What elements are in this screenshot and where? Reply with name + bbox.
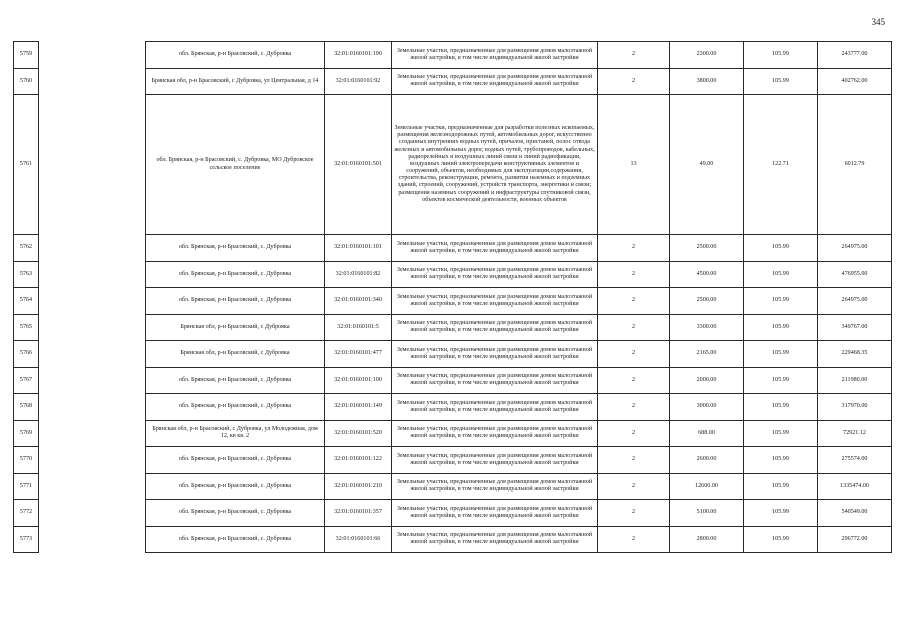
cell-use-group: 2 — [598, 314, 670, 341]
cell-spacer — [39, 314, 146, 341]
cell-address: Брянская обл, р-н Брасовский, с Дубровка, ул Молодежная, дом 12, кв кв. 2 — [146, 420, 325, 447]
cell-area: 2165.00 — [670, 341, 744, 368]
cell-cadastral-number: 32:01:0160101:82 — [325, 261, 392, 288]
cell-spacer — [39, 341, 146, 368]
cell-record-number: 5763 — [14, 261, 39, 288]
cell-record-number: 5768 — [14, 394, 39, 421]
cell-use-group: 2 — [598, 42, 670, 69]
cell-cadastral-value: 72921.12 — [818, 420, 892, 447]
cell-cadastral-number: 32:01:0160101:92 — [325, 68, 392, 95]
cell-specific-value: 105.99 — [744, 420, 818, 447]
cell-cadastral-number: 32:01:0160101:66 — [325, 526, 392, 553]
cell-use-group: 2 — [598, 394, 670, 421]
cell-spacer — [39, 447, 146, 474]
cell-land-use: Земельные участки, предназначенные для размещения домов малоэтажной жилой застройки, в том числе индивидуальной жилой застройки — [392, 42, 598, 69]
cell-address: обл. Брянская, р-н Брасовский, с. Дубровка — [146, 288, 325, 315]
cell-cadastral-value: 243777.00 — [818, 42, 892, 69]
table-row — [14, 447, 892, 474]
cell-use-group: 2 — [598, 447, 670, 474]
cell-record-number: 5771 — [14, 473, 39, 500]
cell-use-group: 2 — [598, 288, 670, 315]
cell-cadastral-value: 211980.00 — [818, 367, 892, 394]
cell-cadastral-number: 32:01:0160101:190 — [325, 42, 392, 69]
cell-land-use: Земельные участки, предназначенные для размещения домов малоэтажной жилой застройки, в том числе индивидуальной жилой застройки — [392, 68, 598, 95]
cell-use-group: 2 — [598, 500, 670, 527]
cadastral-value-table — [13, 41, 892, 553]
cell-specific-value: 105.99 — [744, 42, 818, 69]
cell-spacer — [39, 68, 146, 95]
cell-address: обл. Брянская, р-н Брасовский, с. Дубровка — [146, 473, 325, 500]
table-row — [14, 394, 892, 421]
cell-use-group: 2 — [598, 68, 670, 95]
cell-address: обл. Брянская, р-н Брасовский, с. Дубровка — [146, 394, 325, 421]
cell-land-use: Земельные участки, предназначенные для размещения домов малоэтажной жилой застройки, в том числе индивидуальной жилой застройки — [392, 235, 598, 262]
cell-area: 2000.00 — [670, 367, 744, 394]
table-row — [14, 68, 892, 95]
cell-land-use: Земельные участки, предназначенные для размещения домов малоэтажной жилой застройки, в том числе индивидуальной жилой застройки — [392, 394, 598, 421]
cell-spacer — [39, 288, 146, 315]
cell-record-number: 5769 — [14, 420, 39, 447]
table-row — [14, 420, 892, 447]
cell-address: обл. Брянская, р-н Брасовский, с. Дубровка, МО Дубровское сельское поселение — [146, 95, 325, 235]
cell-area: 2600.00 — [670, 447, 744, 474]
cell-land-use: Земельные участки, предназначенные для размещения домов малоэтажной жилой застройки, в том числе индивидуальной жилой застройки — [392, 367, 598, 394]
cell-address: обл. Брянская, р-н Брасовский, с. Дубровка — [146, 367, 325, 394]
cell-record-number: 5772 — [14, 500, 39, 527]
cell-spacer — [39, 235, 146, 262]
cell-land-use: Земельные участки, предназначенные для размещения домов малоэтажной жилой застройки, в том числе индивидуальной жилой застройки — [392, 447, 598, 474]
cell-use-group: 13 — [598, 95, 670, 235]
cell-specific-value: 105.99 — [744, 288, 818, 315]
cell-address: обл. Брянская, р-н Брасовский, с. Дубровка — [146, 500, 325, 527]
cell-use-group: 2 — [598, 526, 670, 553]
cell-record-number: 5767 — [14, 367, 39, 394]
cell-spacer — [39, 500, 146, 527]
cell-cadastral-value: 6012.79 — [818, 95, 892, 235]
cell-record-number: 5773 — [14, 526, 39, 553]
cell-area: 2300.00 — [670, 42, 744, 69]
cell-cadastral-number: 32:01:0160101:477 — [325, 341, 392, 368]
cell-spacer — [39, 473, 146, 500]
cell-specific-value: 105.99 — [744, 447, 818, 474]
cell-specific-value: 105.99 — [744, 473, 818, 500]
cell-address: обл. Брянская, р-н Брасовский, с. Дубровка — [146, 447, 325, 474]
cell-address: Брянская обл, р-н Брасовский, с Дубровка — [146, 314, 325, 341]
cell-specific-value: 105.99 — [744, 235, 818, 262]
cell-land-use: Земельные участки, предназначенные для размещения домов малоэтажной жилой застройки, в том числе индивидуальной жилой застройки — [392, 341, 598, 368]
cell-record-number: 5759 — [14, 42, 39, 69]
cell-area: 2800.00 — [670, 526, 744, 553]
cell-area: 2500.00 — [670, 235, 744, 262]
cell-cadastral-value: 264975.00 — [818, 288, 892, 315]
cell-cadastral-value: 317970.00 — [818, 394, 892, 421]
cell-address: обл. Брянская, р-н Брасовский, с. Дубровка — [146, 261, 325, 288]
cell-area: 3300.00 — [670, 314, 744, 341]
cell-record-number: 5764 — [14, 288, 39, 315]
cell-record-number: 5760 — [14, 68, 39, 95]
cell-cadastral-value: 1335474.00 — [818, 473, 892, 500]
cell-area: 3000.00 — [670, 394, 744, 421]
cell-specific-value: 105.99 — [744, 394, 818, 421]
table-row — [14, 288, 892, 315]
cell-specific-value: 122.71 — [744, 95, 818, 235]
cell-use-group: 2 — [598, 367, 670, 394]
cell-cadastral-number: 32:01:0160101:100 — [325, 367, 392, 394]
cell-cadastral-number: 32:01:0160101:5 — [325, 314, 392, 341]
cell-area: 49.00 — [670, 95, 744, 235]
cell-cadastral-value: 264975.00 — [818, 235, 892, 262]
page-number: 345 — [871, 17, 885, 27]
cell-record-number: 5770 — [14, 447, 39, 474]
cell-record-number: 5765 — [14, 314, 39, 341]
cell-record-number: 5761 — [14, 95, 39, 235]
cell-cadastral-number: 32:01:0160101:501 — [325, 95, 392, 235]
cell-use-group: 2 — [598, 473, 670, 500]
table-row — [14, 42, 892, 69]
cell-use-group: 2 — [598, 341, 670, 368]
table-row — [14, 95, 892, 235]
cell-spacer — [39, 394, 146, 421]
table-row — [14, 261, 892, 288]
cell-use-group: 2 — [598, 235, 670, 262]
cell-record-number: 5766 — [14, 341, 39, 368]
cell-spacer — [39, 261, 146, 288]
cell-area: 2500.00 — [670, 288, 744, 315]
cell-use-group: 2 — [598, 420, 670, 447]
cell-spacer — [39, 42, 146, 69]
cell-specific-value: 105.99 — [744, 68, 818, 95]
cell-land-use: Земельные участки, предназначенные для размещения домов малоэтажной жилой застройки, в том числе индивидуальной жилой застройки — [392, 288, 598, 315]
cell-cadastral-value: 296772.00 — [818, 526, 892, 553]
cell-area: 3800.00 — [670, 68, 744, 95]
cell-use-group: 2 — [598, 261, 670, 288]
cell-spacer — [39, 526, 146, 553]
cell-land-use: Земельные участки, предназначенные для разработки полезных ископаемых, размещения железнодорожных путей, автомобильных дорог, искусственно созданных внутренних водных путей, причалов, пристаней, полос отвода железных и автомобильных дорог, водных путей, трубопроводов, кабельных, радиорелейных и воздушных линий связи и линий радиофикации, воздушных линий электропередачи конструктивных элементов и сооружений, объектов, необходимых для эксплуатации,содержания, строительства, реконструкции, ремонта, развития наземных и подземных зданий, строений, сооружений, устройств транспорта, энергетики и связи; размещения наземных сооружений и инфраструктуры спутниковой связи, объектов космической деятельности, военных объектов — [392, 95, 598, 235]
cell-specific-value: 105.99 — [744, 261, 818, 288]
cell-cadastral-number: 32:01:0160101:357 — [325, 500, 392, 527]
cell-area: 688.00 — [670, 420, 744, 447]
cell-land-use: Земельные участки, предназначенные для размещения домов малоэтажной жилой застройки, в том числе индивидуальной жилой застройки — [392, 473, 598, 500]
cell-address: обл. Брянская, р-н Брасовский, с. Дубровка — [146, 42, 325, 69]
cell-cadastral-value: 275574.00 — [818, 447, 892, 474]
cell-land-use: Земельные участки, предназначенные для размещения домов малоэтажной жилой застройки, в том числе индивидуальной жилой застройки — [392, 314, 598, 341]
cell-cadastral-number: 32:01:0160101:149 — [325, 394, 392, 421]
cell-address: обл. Брянская, р-н Брасовский, с. Дубровка — [146, 526, 325, 553]
cell-cadastral-value: 349767.00 — [818, 314, 892, 341]
cell-cadastral-value: 540549.00 — [818, 500, 892, 527]
table-body — [14, 42, 892, 553]
cell-specific-value: 105.99 — [744, 314, 818, 341]
cell-specific-value: 105.99 — [744, 526, 818, 553]
table-row — [14, 526, 892, 553]
cell-cadastral-number: 32:01:0160101:520 — [325, 420, 392, 447]
cell-land-use: Земельные участки, предназначенные для размещения домов малоэтажной жилой застройки, в том числе индивидуальной жилой застройки — [392, 500, 598, 527]
table-row — [14, 235, 892, 262]
cell-spacer — [39, 420, 146, 447]
table-row — [14, 500, 892, 527]
cell-area: 4500.00 — [670, 261, 744, 288]
cell-cadastral-value: 229468.35 — [818, 341, 892, 368]
cell-address: Брянская обл, р-н Брасовский, с Дубровка, ул Центральная, д 14 — [146, 68, 325, 95]
cell-cadastral-value: 476955.00 — [818, 261, 892, 288]
cell-cadastral-number: 32:01:0160101:340 — [325, 288, 392, 315]
cell-record-number: 5762 — [14, 235, 39, 262]
cell-area: 12600.00 — [670, 473, 744, 500]
cell-land-use: Земельные участки, предназначенные для размещения домов малоэтажной жилой застройки, в том числе индивидуальной жилой застройки — [392, 420, 598, 447]
table-row — [14, 367, 892, 394]
cell-spacer — [39, 367, 146, 394]
cell-address: обл. Брянская, р-н Брасовский, с. Дубровка — [146, 235, 325, 262]
cell-specific-value: 105.99 — [744, 367, 818, 394]
cell-area: 5100.00 — [670, 500, 744, 527]
cell-cadastral-number: 32:01:0160101:122 — [325, 447, 392, 474]
cell-land-use: Земельные участки, предназначенные для размещения домов малоэтажной жилой застройки, в том числе индивидуальной жилой застройки — [392, 261, 598, 288]
cell-cadastral-number: 32:01:0160101:210 — [325, 473, 392, 500]
cell-land-use: Земельные участки, предназначенные для размещения домов малоэтажной жилой застройки, в том числе индивидуальной жилой застройки — [392, 526, 598, 553]
cell-cadastral-number: 32:01:0160101:101 — [325, 235, 392, 262]
cell-address: Брянская обл, р-н Брасовский, с Дубровка — [146, 341, 325, 368]
table-row — [14, 341, 892, 368]
cell-specific-value: 105.99 — [744, 500, 818, 527]
cell-specific-value: 105.99 — [744, 341, 818, 368]
cell-cadastral-value: 402762.00 — [818, 68, 892, 95]
table-row — [14, 314, 892, 341]
table-row — [14, 473, 892, 500]
cell-spacer — [39, 95, 146, 235]
